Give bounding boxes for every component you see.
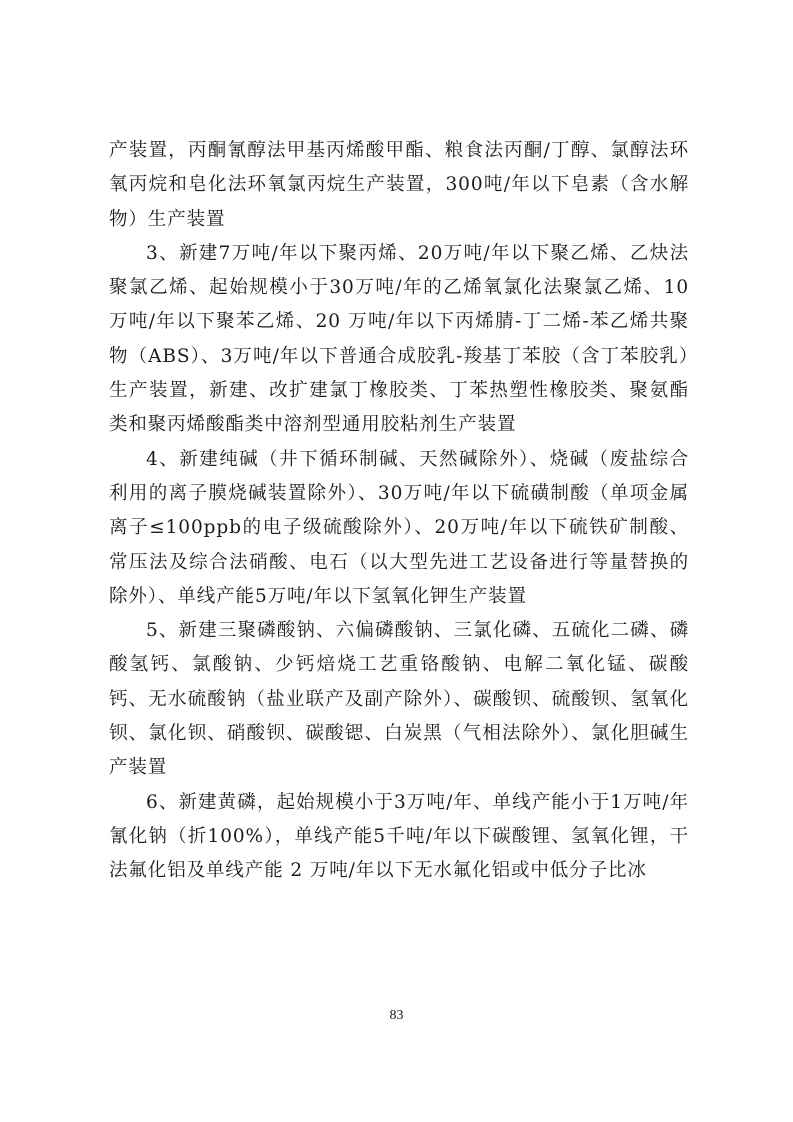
paragraph-item-5: 5、新建三聚磷酸钠、六偏磷酸钠、三氯化磷、五硫化二磷、磷酸氢钙、氯酸钠、少钙焙烧工艺重铬酸钠、电解二氧化锰、碳酸钙、无水硫酸钠（盐业联产及副产除外）、碳酸钡、硫酸钡、氢氧化钡、氯化钡、硝酸钡、碳酸锶、白炭黑（气相法除外）、氯化胆碱生产装置 xyxy=(109,620,689,779)
paragraph-item-6: 6、新建黄磷，起始规模小于3万吨/年、单线产能小于1万吨/年氰化钠（折100%），单线产能5千吨/年以下碳酸锂、氢氧化锂，干法氟化铝及单线产能 2 万吨/年以下无水氟化铝或中低分子比冰 xyxy=(109,791,689,882)
paragraph-item-3: 3、新建7万吨/年以下聚丙烯、20万吨/年以下聚乙烯、乙炔法聚氯乙烯、起始规模小于30万吨/年的乙烯氧氯化法聚氯乙烯、10万吨/年以下聚苯乙烯、20 万吨/年以下丙烯腈-丁二烯-苯乙烯共聚物（ABS）、3万吨/年以下普通合成胶乳-羧基丁苯胶（含丁苯胶乳）生产装置，新建、改扩建氯丁橡胶类、丁苯热塑性橡胶类、聚氨酯类和聚丙烯酸酯类中溶剂型通用胶粘剂生产装置 xyxy=(109,242,689,436)
paragraph-item-4: 4、新建纯碱（井下循环制碱、天然碱除外）、烧碱（废盐综合利用的离子膜烧碱装置除外）、30万吨/年以下硫磺制酸（单项金属离子≤100ppb的电子级硫酸除外）、20万吨/年以下硫铁矿制酸、常压法及综合法硝酸、电石（以大型先进工艺设备进行等量替换的除外）、单线产能5万吨/年以下氢氧化钾生产装置 xyxy=(109,448,689,607)
document-body xyxy=(109,134,689,889)
page-number: 83 xyxy=(389,1008,404,1023)
paragraph-continuation: 产装置，丙酮氰醇法甲基丙烯酸甲酯、粮食法丙酮/丁醇、氯醇法环氧丙烷和皂化法环氧氯丙烷生产装置，300吨/年以下皂素（含水解物）生产装置 xyxy=(109,140,689,230)
